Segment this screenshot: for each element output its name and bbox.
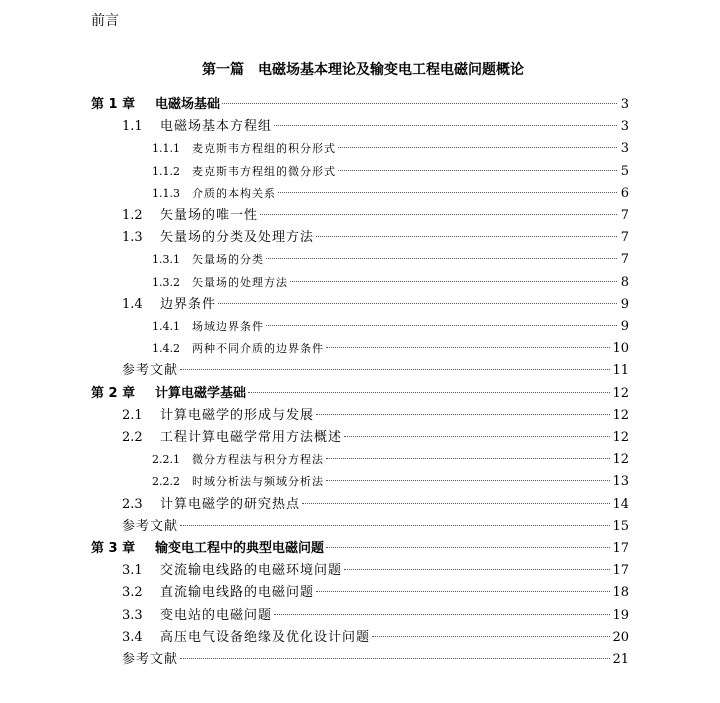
toc-entry-title: 交流输电线路的电磁环境问题 xyxy=(160,563,343,579)
dot-leader xyxy=(222,103,617,104)
toc-entry-page: 15 xyxy=(612,518,629,534)
toc-entry-number: 3.1 xyxy=(122,563,143,579)
toc-entry-number: 第 1 章 xyxy=(91,97,136,112)
toc-entry-page: 14 xyxy=(612,496,629,512)
toc-entry xyxy=(0,227,720,249)
toc-entry xyxy=(0,116,720,138)
dot-leader xyxy=(290,281,617,282)
toc-entry-page: 9 xyxy=(620,319,629,334)
dot-leader xyxy=(260,214,617,215)
toc-entry-title: 矢量场的处理方法 xyxy=(192,275,288,289)
dot-leader xyxy=(338,147,617,148)
toc-entry-number: 第 2 章 xyxy=(91,385,136,401)
toc-entry-page: 12 xyxy=(612,452,629,468)
toc-entry xyxy=(0,205,720,227)
toc-entry-page: 12 xyxy=(612,430,629,445)
toc-entry xyxy=(0,582,720,604)
dot-leader xyxy=(248,392,610,393)
toc-entry xyxy=(0,449,720,471)
toc-entry-number: 2.2.1 xyxy=(152,453,180,467)
toc-entry-number: 1.3.2 xyxy=(152,275,180,289)
toc-entry-page: 6 xyxy=(620,185,629,201)
dot-leader xyxy=(372,636,610,637)
dot-leader xyxy=(274,614,610,615)
toc-entry-title: 变电站的电磁问题 xyxy=(160,607,273,623)
toc-entry xyxy=(0,427,720,449)
toc-entry-title: 电磁场基础 xyxy=(155,97,221,112)
toc-entry-page: 11 xyxy=(612,363,629,379)
toc-entry-page: 7 xyxy=(620,252,629,268)
toc-entry xyxy=(0,338,720,360)
dot-leader xyxy=(338,170,617,171)
toc-entry-title: 计算电磁学基础 xyxy=(155,385,247,401)
toc-entry-number: 1.4 xyxy=(122,296,143,312)
toc-entry-number: 1.3.1 xyxy=(152,253,180,267)
toc-entry xyxy=(0,138,720,160)
toc-entry-page: 3 xyxy=(620,141,629,157)
toc-entry-page: 17 xyxy=(612,563,629,579)
toc-entry-title: 矢量场的分类及处理方法 xyxy=(160,230,315,246)
part-title: 第一篇 电磁场基本理论及输变电工程电磁问题概论 xyxy=(202,62,524,78)
toc-entry xyxy=(0,94,720,116)
dot-leader xyxy=(316,414,610,415)
toc-entry-page: 21 xyxy=(612,652,629,667)
dot-leader xyxy=(180,658,610,659)
toc-entry-page: 9 xyxy=(620,296,629,312)
toc-entry-title: 计算电磁学的形成与发展 xyxy=(160,407,315,423)
dot-leader xyxy=(316,236,617,237)
toc-entry-page: 17 xyxy=(612,541,629,556)
toc-entry-page: 5 xyxy=(620,163,629,179)
toc-entry-page: 3 xyxy=(620,119,629,135)
preface-heading: 前言 xyxy=(91,13,119,29)
toc-entry-title: 参考文献 xyxy=(122,363,179,379)
toc-entry-title: 矢量场的分类 xyxy=(192,253,264,267)
toc-entry-page: 20 xyxy=(612,629,629,645)
toc-entry-number: 1.1.1 xyxy=(152,142,180,156)
toc-entry xyxy=(0,316,720,338)
toc-entry-number: 1.1 xyxy=(122,119,143,135)
toc-entry-number: 1.1.3 xyxy=(152,186,180,200)
toc-entry-number: 1.4.1 xyxy=(152,320,180,333)
dot-leader xyxy=(274,125,617,126)
toc-entry-page: 18 xyxy=(612,585,629,601)
toc-entry-title: 参考文献 xyxy=(122,652,179,667)
toc-entry xyxy=(0,294,720,316)
toc-entry-number: 2.3 xyxy=(122,496,143,512)
toc-entry-title: 麦克斯韦方程组的微分形式 xyxy=(192,164,336,178)
dot-leader xyxy=(344,569,610,570)
toc-entry-number: 3.4 xyxy=(122,629,143,645)
dot-leader xyxy=(266,325,617,326)
toc-entry-title: 麦克斯韦方程组的积分形式 xyxy=(192,142,336,156)
dot-leader xyxy=(180,525,610,526)
toc-entry-page: 19 xyxy=(612,607,629,623)
dot-leader xyxy=(278,192,617,193)
toc-entry-page: 8 xyxy=(620,274,629,290)
toc-entry xyxy=(0,627,720,649)
toc-entry-title: 微分方程法与积分方程法 xyxy=(192,453,324,467)
dot-leader xyxy=(180,369,610,370)
toc-entry xyxy=(0,605,720,627)
dot-leader xyxy=(326,347,610,348)
toc-entry-number: 2.2.2 xyxy=(152,475,180,489)
toc-entry-title: 输变电工程中的典型电磁问题 xyxy=(155,541,325,556)
toc-entry-number: 1.2 xyxy=(122,208,143,223)
toc-entry xyxy=(0,471,720,493)
toc-entry-page: 10 xyxy=(612,341,629,357)
toc-entry xyxy=(0,516,720,538)
toc-entry-title: 高压电气设备绝缘及优化设计问题 xyxy=(160,629,371,645)
toc-entry xyxy=(0,183,720,205)
dot-leader xyxy=(302,503,610,504)
dot-leader xyxy=(344,436,610,437)
toc-entry-page: 12 xyxy=(612,407,629,423)
toc-entry-title: 场域边界条件 xyxy=(192,320,264,333)
toc-entry-number: 2.1 xyxy=(122,407,143,423)
toc-entry xyxy=(0,360,720,382)
toc-entry-title: 介质的本构关系 xyxy=(192,186,276,200)
toc-entry-number: 1.3 xyxy=(122,230,143,246)
dot-leader xyxy=(326,458,610,459)
toc-entry-number: 1.1.2 xyxy=(152,164,180,178)
toc-entry-title: 工程计算电磁学常用方法概述 xyxy=(160,430,343,445)
toc-entry xyxy=(0,560,720,582)
toc-entry-title: 矢量场的唯一性 xyxy=(160,208,259,223)
toc-entry-page: 3 xyxy=(620,97,629,112)
toc-entry-title: 两种不同介质的边界条件 xyxy=(192,342,324,356)
toc-entry-title: 电磁场基本方程组 xyxy=(160,119,273,135)
toc-entry-number: 第 3 章 xyxy=(91,541,136,556)
toc-entry-title: 时域分析法与频域分析法 xyxy=(192,475,324,489)
dot-leader xyxy=(326,480,610,481)
toc-entry xyxy=(0,494,720,516)
dot-leader xyxy=(326,547,610,548)
toc-entry-number: 2.2 xyxy=(122,430,143,445)
toc-entry-number: 1.4.2 xyxy=(152,342,180,356)
toc-entry-number: 3.3 xyxy=(122,607,143,623)
toc-entry xyxy=(0,161,720,183)
dot-leader xyxy=(316,591,610,592)
toc-entry xyxy=(0,272,720,294)
toc-entry-title: 参考文献 xyxy=(122,518,179,534)
toc-entry-page: 13 xyxy=(612,474,629,490)
toc-entry-title: 直流输电线路的电磁问题 xyxy=(160,585,315,601)
toc-entry-title: 边界条件 xyxy=(160,296,217,312)
dot-leader xyxy=(266,258,617,259)
toc-entry xyxy=(0,538,720,560)
toc-entry-page: 12 xyxy=(612,385,629,401)
toc-entry xyxy=(0,249,720,271)
dot-leader xyxy=(218,303,617,304)
toc-entry-title: 计算电磁学的研究热点 xyxy=(160,496,301,512)
toc-entry xyxy=(0,405,720,427)
toc-entry-page: 7 xyxy=(620,208,629,223)
toc-entry xyxy=(0,649,720,671)
toc-entry-page: 7 xyxy=(620,230,629,246)
toc-entry-number: 3.2 xyxy=(122,585,143,601)
toc-entry xyxy=(0,383,720,405)
